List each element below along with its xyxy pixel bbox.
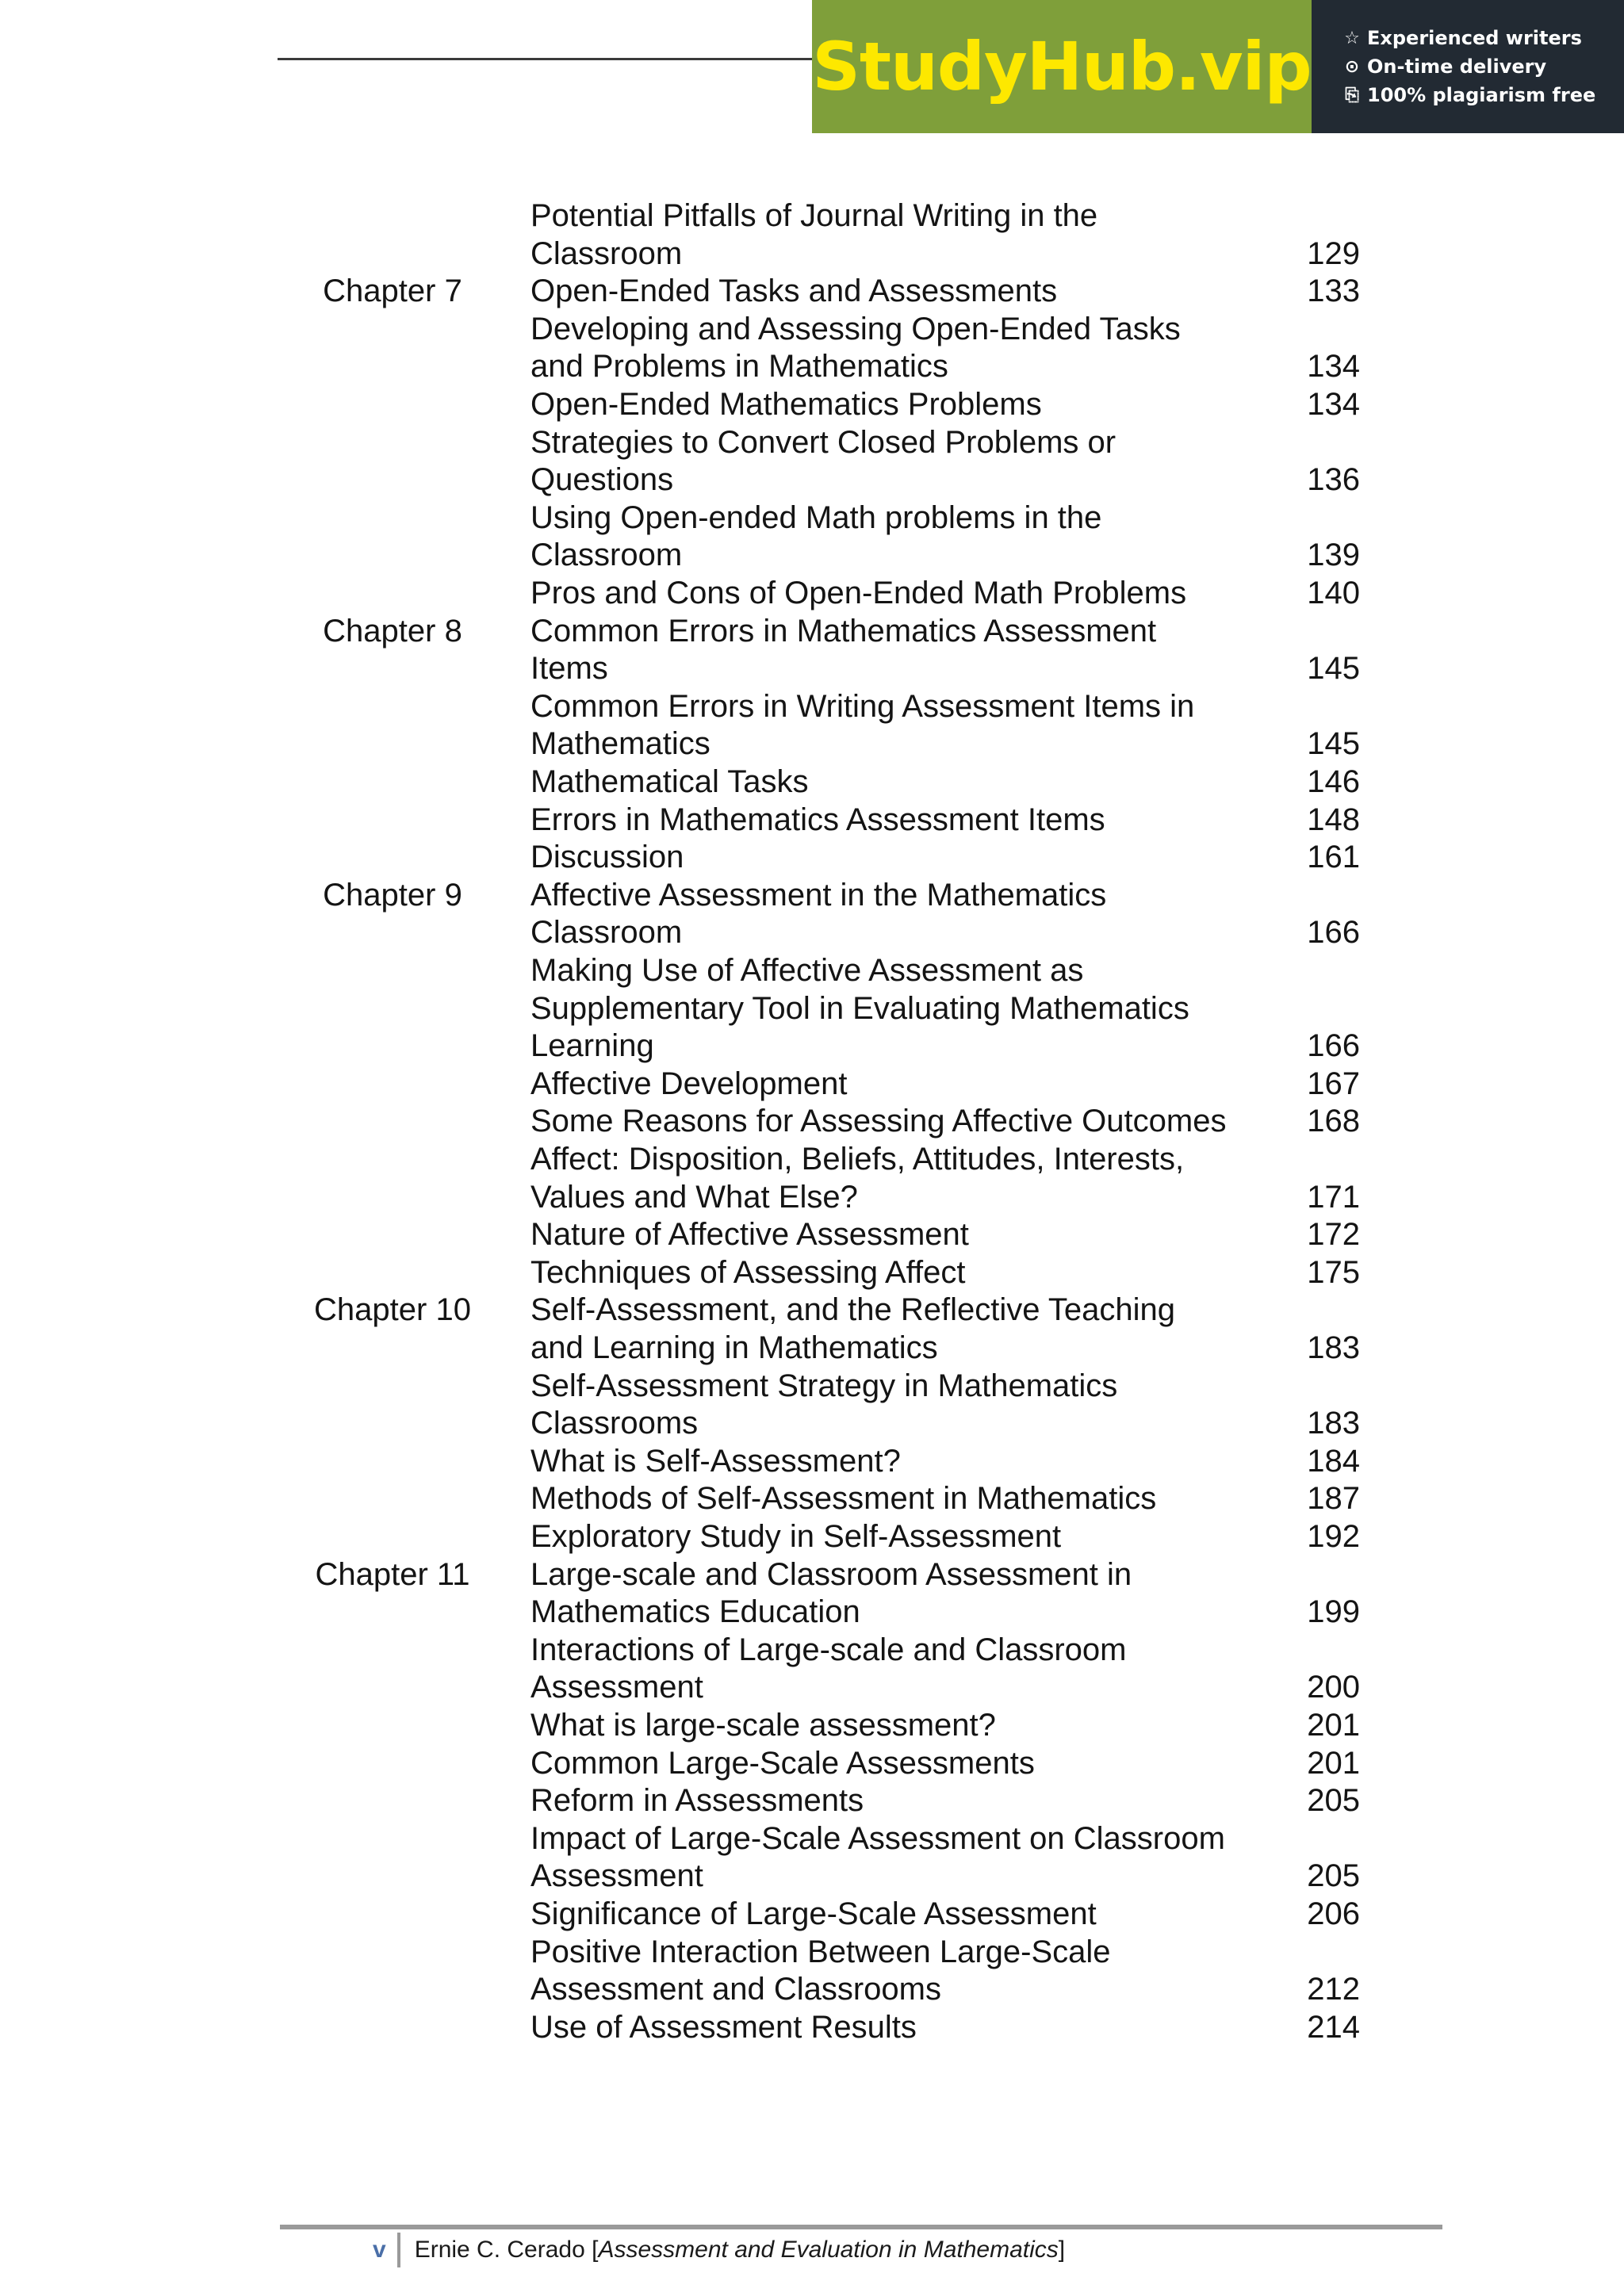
toc-entry-line: Values and What Else? (530, 1179, 858, 1215)
toc-page-number: 214 (1307, 2009, 1360, 2045)
toc-entry-line: Discussion (530, 840, 684, 875)
toc-entry-line: Techniques of Assessing Affect (530, 1254, 966, 1290)
toc-entry-line: What is Self-Assessment? (530, 1443, 901, 1479)
chapter-label: Chapter 8 (323, 613, 462, 649)
chapter-label: Chapter 7 (323, 274, 462, 309)
toc-page-number: 205 (1307, 1858, 1360, 1894)
toc-entry-line: Some Reasons for Assessing Affective Outcomes (530, 1104, 1227, 1139)
toc-page-number: 175 (1307, 1254, 1360, 1290)
footer-closing: ] (1058, 2237, 1066, 2263)
toc-entry-line: Using Open-ended Math problems in the (530, 499, 1102, 535)
footer-book-title: Assessment and Evaluation in Mathematics (598, 2237, 1059, 2263)
toc-page-number: 184 (1307, 1443, 1360, 1479)
toc-page-number: 171 (1307, 1179, 1360, 1215)
toc-entry-line: Potential Pitfalls of Journal Writing in the (530, 198, 1098, 233)
toc-page-number: 206 (1307, 1896, 1360, 1931)
toc-entry-line: Mathematical Tasks (530, 764, 809, 799)
toc-entry-line: Use of Assessment Results (530, 2009, 917, 2045)
toc-entry-line: Supplementary Tool in Evaluating Mathematics (530, 990, 1189, 1026)
toc-entry-line: Assessment (530, 1858, 703, 1894)
toc-page-number: 200 (1307, 1670, 1360, 1705)
toc-entry-line: Common Large-Scale Assessments (530, 1745, 1035, 1781)
toc-entry-line: Classroom (530, 915, 683, 951)
toc-entry-line: Open-Ended Tasks and Assessments (530, 274, 1058, 309)
toc-page-number: 161 (1307, 840, 1360, 875)
toc-entry-line: and Learning in Mathematics (530, 1330, 938, 1365)
toc-page-number: 201 (1307, 1745, 1360, 1781)
clock-icon: ⊙ (1344, 56, 1360, 77)
toc-page-number: 129 (1307, 235, 1360, 271)
toc-entry-line: Common Errors in Writing Assessment Items in (530, 688, 1195, 724)
toc-entry-line: Mathematics (530, 726, 710, 762)
toc-entry-line: Affect: Disposition, Beliefs, Attitudes, Interests, (530, 1142, 1185, 1177)
toc-entry-line: Affective Development (530, 1066, 848, 1101)
toc-entry-line: Positive Interaction Between Large-Scale (530, 1934, 1111, 1969)
toc-entry-line: Reform in Assessments (530, 1783, 864, 1819)
toc-entry-line: and Problems in Mathematics (530, 349, 948, 385)
toc-page-number: 134 (1307, 349, 1360, 385)
logo-text: StudyHub.vip (812, 28, 1312, 105)
toc-entry-line: Pros and Cons of Open-Ended Math Problems (530, 576, 1187, 610)
toc-page-number: 134 (1307, 387, 1360, 422)
toc-entry-line: Self-Assessment Strategy in Mathematics (530, 1368, 1118, 1403)
toc-entry-line: Making Use of Affective Assessment as (530, 953, 1084, 988)
toc-entry-line: Classroom (530, 538, 683, 573)
toc-entry-line: Developing and Assessing Open-Ended Tasks (530, 311, 1181, 346)
toc-page-number: 148 (1307, 802, 1360, 837)
chapter-label: Chapter 11 (315, 1556, 470, 1592)
toc-page-number: 199 (1307, 1594, 1360, 1630)
toc-entry-line: Items (530, 651, 608, 687)
toc-entry-line: Interactions of Large-scale and Classroom (530, 1632, 1127, 1667)
toc-page-number: 205 (1307, 1783, 1360, 1819)
footer-author: Ernie C. Cerado [ (414, 2237, 599, 2263)
toc-entry-line: Impact of Large-Scale Assessment on Classroom (530, 1820, 1225, 1856)
footer-divider (397, 2233, 400, 2267)
toc-page-number: 212 (1307, 1972, 1360, 2007)
toc-page-number: 139 (1307, 538, 1360, 573)
toc-entry-line: Learning (530, 1028, 654, 1064)
toc-entry-line: Methods of Self-Assessment in Mathematics (530, 1481, 1157, 1517)
chapter-label: Chapter 9 (323, 877, 462, 913)
toc-entry-line: Questions (530, 462, 674, 498)
toc-entry-line: Mathematics Education (530, 1594, 860, 1630)
toc-entry-line: Exploratory Study in Self-Assessment (530, 1519, 1062, 1554)
toc-page-number: 146 (1307, 764, 1360, 799)
toc-page-number: 145 (1307, 726, 1360, 762)
toc-page-number: 133 (1307, 274, 1360, 309)
feature-label: Experienced writers (1367, 27, 1582, 49)
toc-page-number: 136 (1307, 462, 1360, 498)
page-footer (373, 2229, 1065, 2271)
toc-page-number: 140 (1307, 576, 1360, 610)
chapter-label: Chapter 10 (314, 1292, 471, 1328)
toc-entry-line: Classrooms (530, 1406, 699, 1441)
toc-entry-line: Assessment (530, 1670, 703, 1705)
document-check-icon: ⎘ (1345, 85, 1359, 105)
toc-entry-line: Assessment and Classrooms (530, 1972, 941, 2007)
toc-page-number: 187 (1307, 1481, 1360, 1517)
star-icon: ☆ (1344, 28, 1360, 48)
toc-page-number: 166 (1307, 915, 1360, 951)
feature-label: On-time delivery (1367, 55, 1547, 78)
toc-entry-line: Open-Ended Mathematics Problems (530, 387, 1042, 422)
toc-entry-line: Affective Assessment in the Mathematics (530, 877, 1107, 913)
toc-entry-line: Large-scale and Classroom Assessment in (530, 1556, 1132, 1592)
toc-page-number: 192 (1307, 1519, 1360, 1554)
toc-entry-line: Common Errors in Mathematics Assessment (530, 613, 1157, 649)
toc-entry-line: Self-Assessment, and the Reflective Teaching (530, 1292, 1176, 1328)
toc-entry-line: Classroom (530, 235, 683, 271)
toc-page-number: 167 (1307, 1066, 1360, 1101)
toc-entry-line: Significance of Large-Scale Assessment (530, 1896, 1097, 1931)
toc-page-number: 166 (1307, 1028, 1360, 1064)
toc-page-number: 183 (1307, 1330, 1360, 1365)
footer-citation (415, 2237, 1065, 2263)
toc-page-number: 172 (1307, 1217, 1360, 1253)
toc-entry-line: Strategies to Convert Closed Problems or (530, 424, 1116, 460)
toc-entry-line: What is large-scale assessment? (530, 1708, 996, 1743)
toc-page-number: 145 (1307, 651, 1360, 687)
page-number: v (373, 2237, 386, 2263)
toc-page-number: 168 (1307, 1104, 1360, 1139)
feature-label: 100% plagiarism free (1367, 84, 1596, 106)
toc-entry-line: Errors in Mathematics Assessment Items (530, 802, 1105, 837)
toc-entry-line: Nature of Affective Assessment (530, 1217, 969, 1253)
toc-page-number: 183 (1307, 1406, 1360, 1441)
toc-page-number: 201 (1307, 1708, 1360, 1743)
